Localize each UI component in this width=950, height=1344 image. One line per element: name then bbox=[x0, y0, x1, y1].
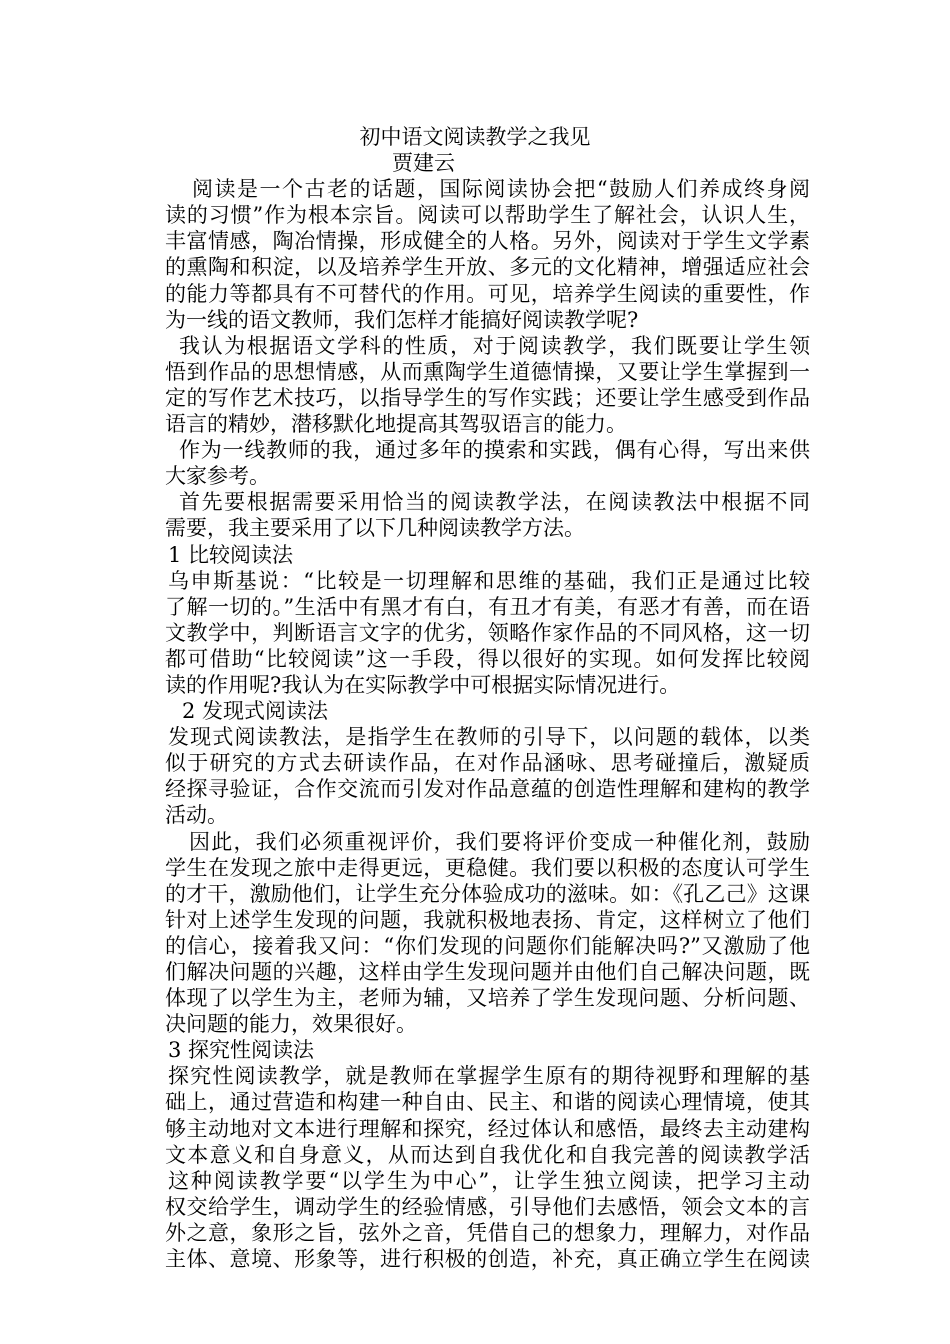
body-line: 需要，我主要采用了以下几种阅读教学方法。 bbox=[165, 516, 585, 541]
body-line: 我认为根据语文学科的性质，对于阅读教学，我们既要让学生领 bbox=[179, 333, 810, 358]
body-line: 够主动地对文本进行理解和探究，经过体认和感悟，最终去主动建构 bbox=[165, 1116, 810, 1141]
body-line: 学生在发现之旅中走得更远，更稳健。我们要以积极的态度认可学生 bbox=[165, 855, 810, 880]
document-author: 贾建云 bbox=[392, 151, 455, 176]
body-line: 的熏陶和积淀，以及培养学生开放、多元的文化精神，增强适应社会 bbox=[165, 255, 810, 280]
body-line: 大家参考。 bbox=[165, 464, 270, 489]
body-line: 都可借助“比较阅读”这一手段，得以很好的实现。如何发挥比较阅 bbox=[165, 646, 810, 671]
body-line: 读的作用呢?我认为在实际教学中可根据实际情况进行。 bbox=[165, 672, 681, 697]
body-line: 阅读是一个古老的话题，国际阅读协会把“鼓励人们养成终身阅 bbox=[192, 177, 810, 202]
body-line: 文本意义和自身意义，从而达到自我优化和自我完善的阅读教学活 bbox=[165, 1142, 810, 1167]
body-line: 经探寻验证，合作交流而引发对作品意蕴的创造性理解和建构的教学 bbox=[165, 777, 810, 802]
body-line: 础上，通过营造和构建一种自由、民主、和谐的阅读心理情境，使其 bbox=[165, 1090, 810, 1115]
body-line: 的能力等都具有不可替代的作用。可见，培养学生阅读的重要性，作 bbox=[165, 281, 810, 306]
body-line: 2 发现式阅读法 bbox=[182, 699, 329, 724]
body-line: 这种阅读教学要“以学生为中心”，让学生独立阅读，把学习主动 bbox=[168, 1168, 810, 1193]
body-line: 针对上述学生发现的问题，我就积极地表扬、肯定，这样树立了他们 bbox=[165, 907, 810, 932]
document-body bbox=[165, 176, 810, 1272]
body-line: 决问题的能力，效果很好。 bbox=[165, 1012, 417, 1037]
body-line: 权交给学生，调动学生的经验情感，引导他们去感悟，领会文本的言 bbox=[165, 1194, 810, 1219]
body-line: 体现了以学生为主，老师为辅，又培养了学生发现问题、分析问题、 bbox=[165, 986, 810, 1011]
body-line: 悟到作品的思想情感，从而熏陶学生道德情操，又要让学生掌握到一 bbox=[165, 359, 810, 384]
body-line: 文教学中，判断语言文字的优劣，领略作家作品的不同风格，这一切 bbox=[165, 620, 810, 645]
body-line: 似于研究的方式去研读作品，在对作品涵咏、思考碰撞后，激疑质 bbox=[165, 751, 810, 776]
body-line: 探究性阅读教学，就是教师在掌握学生原有的期待视野和理解的基 bbox=[168, 1064, 810, 1089]
body-line: 主体、意境、形象等，进行积极的创造，补充，真正确立学生在阅读 bbox=[165, 1247, 810, 1272]
body-line: 定的写作艺术技巧，以指导学生的写作实践；还要让学生感受到作品 bbox=[165, 385, 810, 410]
body-line: 1 比较阅读法 bbox=[168, 542, 294, 567]
body-line: 作为一线教师的我，通过多年的摸索和实践，偶有心得，写出来供 bbox=[179, 438, 810, 463]
body-line: 乌申斯基说：“比较是一切理解和思维的基础，我们正是通过比较 bbox=[168, 568, 810, 593]
body-line: 语言的精妙，潜移默化地提高其驾驭语言的能力。 bbox=[165, 412, 627, 437]
body-line: 因此，我们必须重视评价，我们要将评价变成一种催化剂，鼓励 bbox=[189, 829, 810, 854]
body-line: 活动。 bbox=[165, 803, 228, 828]
document-title: 初中语文阅读教学之我见 bbox=[359, 125, 591, 149]
body-line: 读的习惯”作为根本宗旨。阅读可以帮助学生了解社会，认识人生， bbox=[165, 203, 810, 228]
body-line: 的信心，接着我又问：“你们发现的问题你们能解决吗?”又激励了他 bbox=[165, 933, 810, 958]
body-line: 为一线的语文教师，我们怎样才能搞好阅读教学呢? bbox=[165, 307, 639, 332]
body-line: 发现式阅读教法，是指学生在教师的引导下，以问题的载体，以类 bbox=[168, 725, 810, 750]
body-line: 外之意，象形之旨，弦外之音，凭借自己的想象力，理解力，对作品 bbox=[165, 1220, 810, 1245]
body-line: 3 探究性阅读法 bbox=[168, 1038, 315, 1063]
body-line: 丰富情感，陶冶情操，形成健全的人格。另外，阅读对于学生文学素 bbox=[165, 229, 810, 254]
body-line: 首先要根据需要采用恰当的阅读教学法，在阅读教法中根据不同 bbox=[179, 490, 810, 515]
body-line: 们解决问题的兴趣，这样由学生发现问题并由他们自己解决问题，既 bbox=[165, 960, 810, 984]
body-line: 了解一切的。”生活中有黑才有白，有丑才有美，有恶才有善，而在语 bbox=[165, 594, 810, 619]
document-content bbox=[165, 124, 810, 1272]
body-line: 的才干，激励他们，让学生充分体验成功的滋味。如：《孔乙己》这课 bbox=[165, 881, 810, 906]
